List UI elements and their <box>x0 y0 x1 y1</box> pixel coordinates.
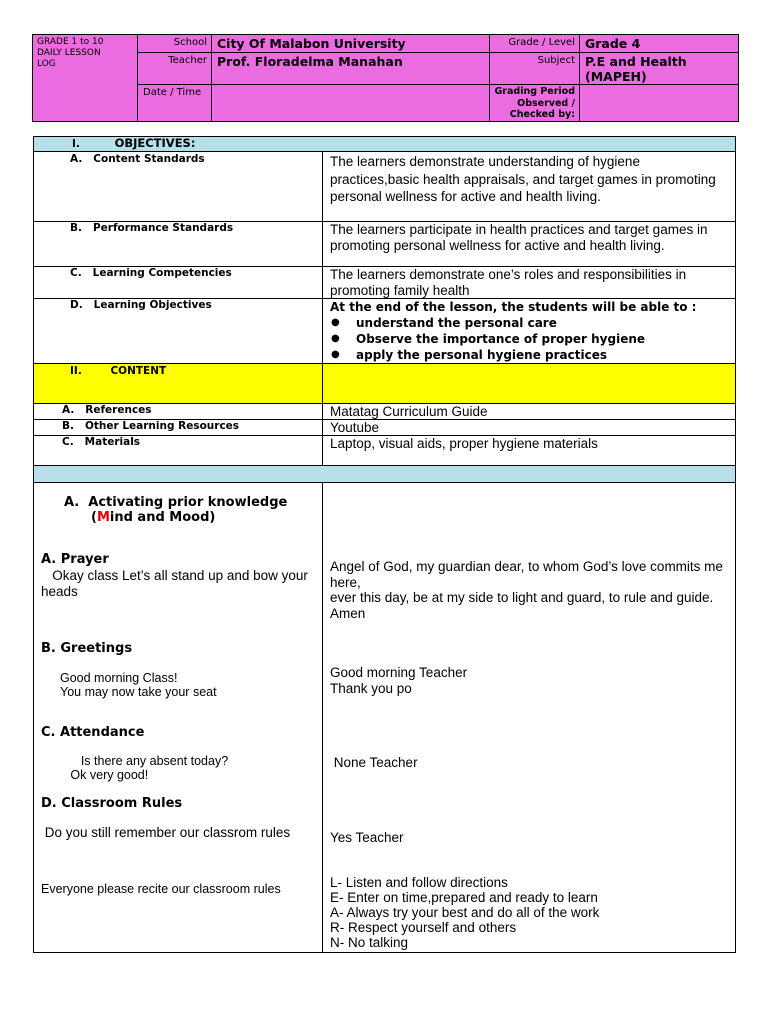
objectives-title: OBJECTIVES: <box>114 136 196 150</box>
datetime-label: Date / Time <box>138 85 212 122</box>
activity-row <box>34 483 736 953</box>
school-label: School <box>138 35 212 53</box>
greetings-response: Good morning Teacher Thank you po <box>330 665 468 696</box>
attendance-response: None Teacher <box>330 755 418 770</box>
recite-response: L- Listen and follow directions E- Enter on time,prepared and ready to learn A- Always try your best and do all of the work R- Respect yourself and others N- No talking <box>330 875 600 950</box>
competencies-row <box>34 267 736 299</box>
learning-objectives-list <box>330 315 729 363</box>
grading-period-value <box>580 85 739 122</box>
learning-objectives-row <box>34 299 736 364</box>
attendance-title: C. Attendance <box>41 725 145 740</box>
classroom-rules-title: D. Classroom Rules <box>41 796 183 811</box>
objective-item: ● Observe the importance of proper hygiene <box>330 331 729 347</box>
learning-objectives-label: D. Learning Objectives <box>34 299 323 364</box>
greetings-text: Good morning Class! You may now take your seat <box>60 671 217 699</box>
datetime-value <box>212 85 490 122</box>
prayer-title: A. Prayer <box>41 552 109 567</box>
materials-row <box>34 436 736 466</box>
grade-level-label: Grade / Level <box>490 35 580 53</box>
recite-text: Everyone please recite our classroom rules <box>41 882 281 896</box>
grade-log-title: GRADE 1 to 10 DAILY LESSON LOG <box>33 35 138 122</box>
prayer-text: Okay class Let’s all stand up and bow your heads <box>41 568 312 599</box>
header-table <box>32 34 739 122</box>
competencies-label: C. Learning Competencies <box>34 267 323 299</box>
heading-rest: ind and Mood) <box>109 510 216 525</box>
content-header-row <box>34 364 736 404</box>
learning-objectives-intro: At the end of the lesson, the students will be able to : <box>330 300 697 314</box>
references-row <box>34 404 736 420</box>
separator-row <box>34 466 736 483</box>
school-value: City Of Malabon University <box>212 35 490 53</box>
prayer-response: Angel of God, my guardian dear, to whom God’s love commits me here, ever this day, be at my side to light and guard, to rule and guide. Amen <box>330 559 723 621</box>
objectives-numeral: I. <box>72 138 80 150</box>
content-title: CONTENT <box>110 365 167 377</box>
activity-heading-line2 <box>91 510 215 525</box>
content-standards-row <box>34 152 736 222</box>
teacher-value: Prof. Floradelma Manahan <box>212 53 490 85</box>
performance-standards-label: B. Performance Standards <box>34 222 323 267</box>
classroom-rules-text: Do you still remember our classrom rules <box>41 825 291 840</box>
subject-label: Subject <box>490 53 580 85</box>
objective-item: ● apply the personal hygiene practices <box>330 347 729 363</box>
learning-objectives-cell <box>323 299 736 364</box>
greetings-title: B. Greetings <box>41 641 133 656</box>
teacher-label: Teacher <box>138 53 212 85</box>
content-header-blank <box>323 364 736 404</box>
materials-label: C. Materials <box>34 436 323 466</box>
heading-open-paren: ( <box>91 510 97 525</box>
heading-red-letter: M <box>96 510 110 525</box>
other-resources-label: B. Other Learning Resources <box>34 420 323 436</box>
activity-teacher-cell <box>34 483 323 953</box>
competencies-text: The learners demonstrate one’s roles and responsibilities in promoting family health <box>323 267 736 299</box>
other-resources-value: Youtube <box>323 420 736 436</box>
activity-heading-line1: A. Activating prior knowledge <box>64 495 288 510</box>
materials-value: Laptop, visual aids, proper hygiene materials <box>323 436 736 466</box>
references-label: A. References <box>34 404 323 420</box>
content-standards-label: A. Content Standards <box>34 152 323 222</box>
performance-standards-text: The learners participate in health practices and target games in promoting personal wellness for active and health living. <box>323 222 736 267</box>
content-numeral: II. <box>70 365 82 377</box>
performance-standards-row <box>34 222 736 267</box>
attendance-text: Is there any absent today? Ok very good! <box>70 754 229 782</box>
objectives-header-row <box>34 137 736 152</box>
objective-item: ● understand the personal care <box>330 315 729 331</box>
rules-response: Yes Teacher <box>330 830 404 845</box>
lesson-table <box>33 136 736 953</box>
grading-period-label: Grading Period Observed / Checked by: <box>490 85 580 122</box>
activity-student-cell <box>323 483 736 953</box>
references-value: Matatag Curriculum Guide <box>323 404 736 420</box>
subject-value: P.E and Health (MAPEH) <box>580 53 739 85</box>
other-resources-row <box>34 420 736 436</box>
grade-level-value: Grade 4 <box>580 35 739 53</box>
content-standards-text: The learners demonstrate understanding of hygiene practices,basic health appraisals, and target games in promoting personal wellness for active and health living. <box>323 152 736 222</box>
